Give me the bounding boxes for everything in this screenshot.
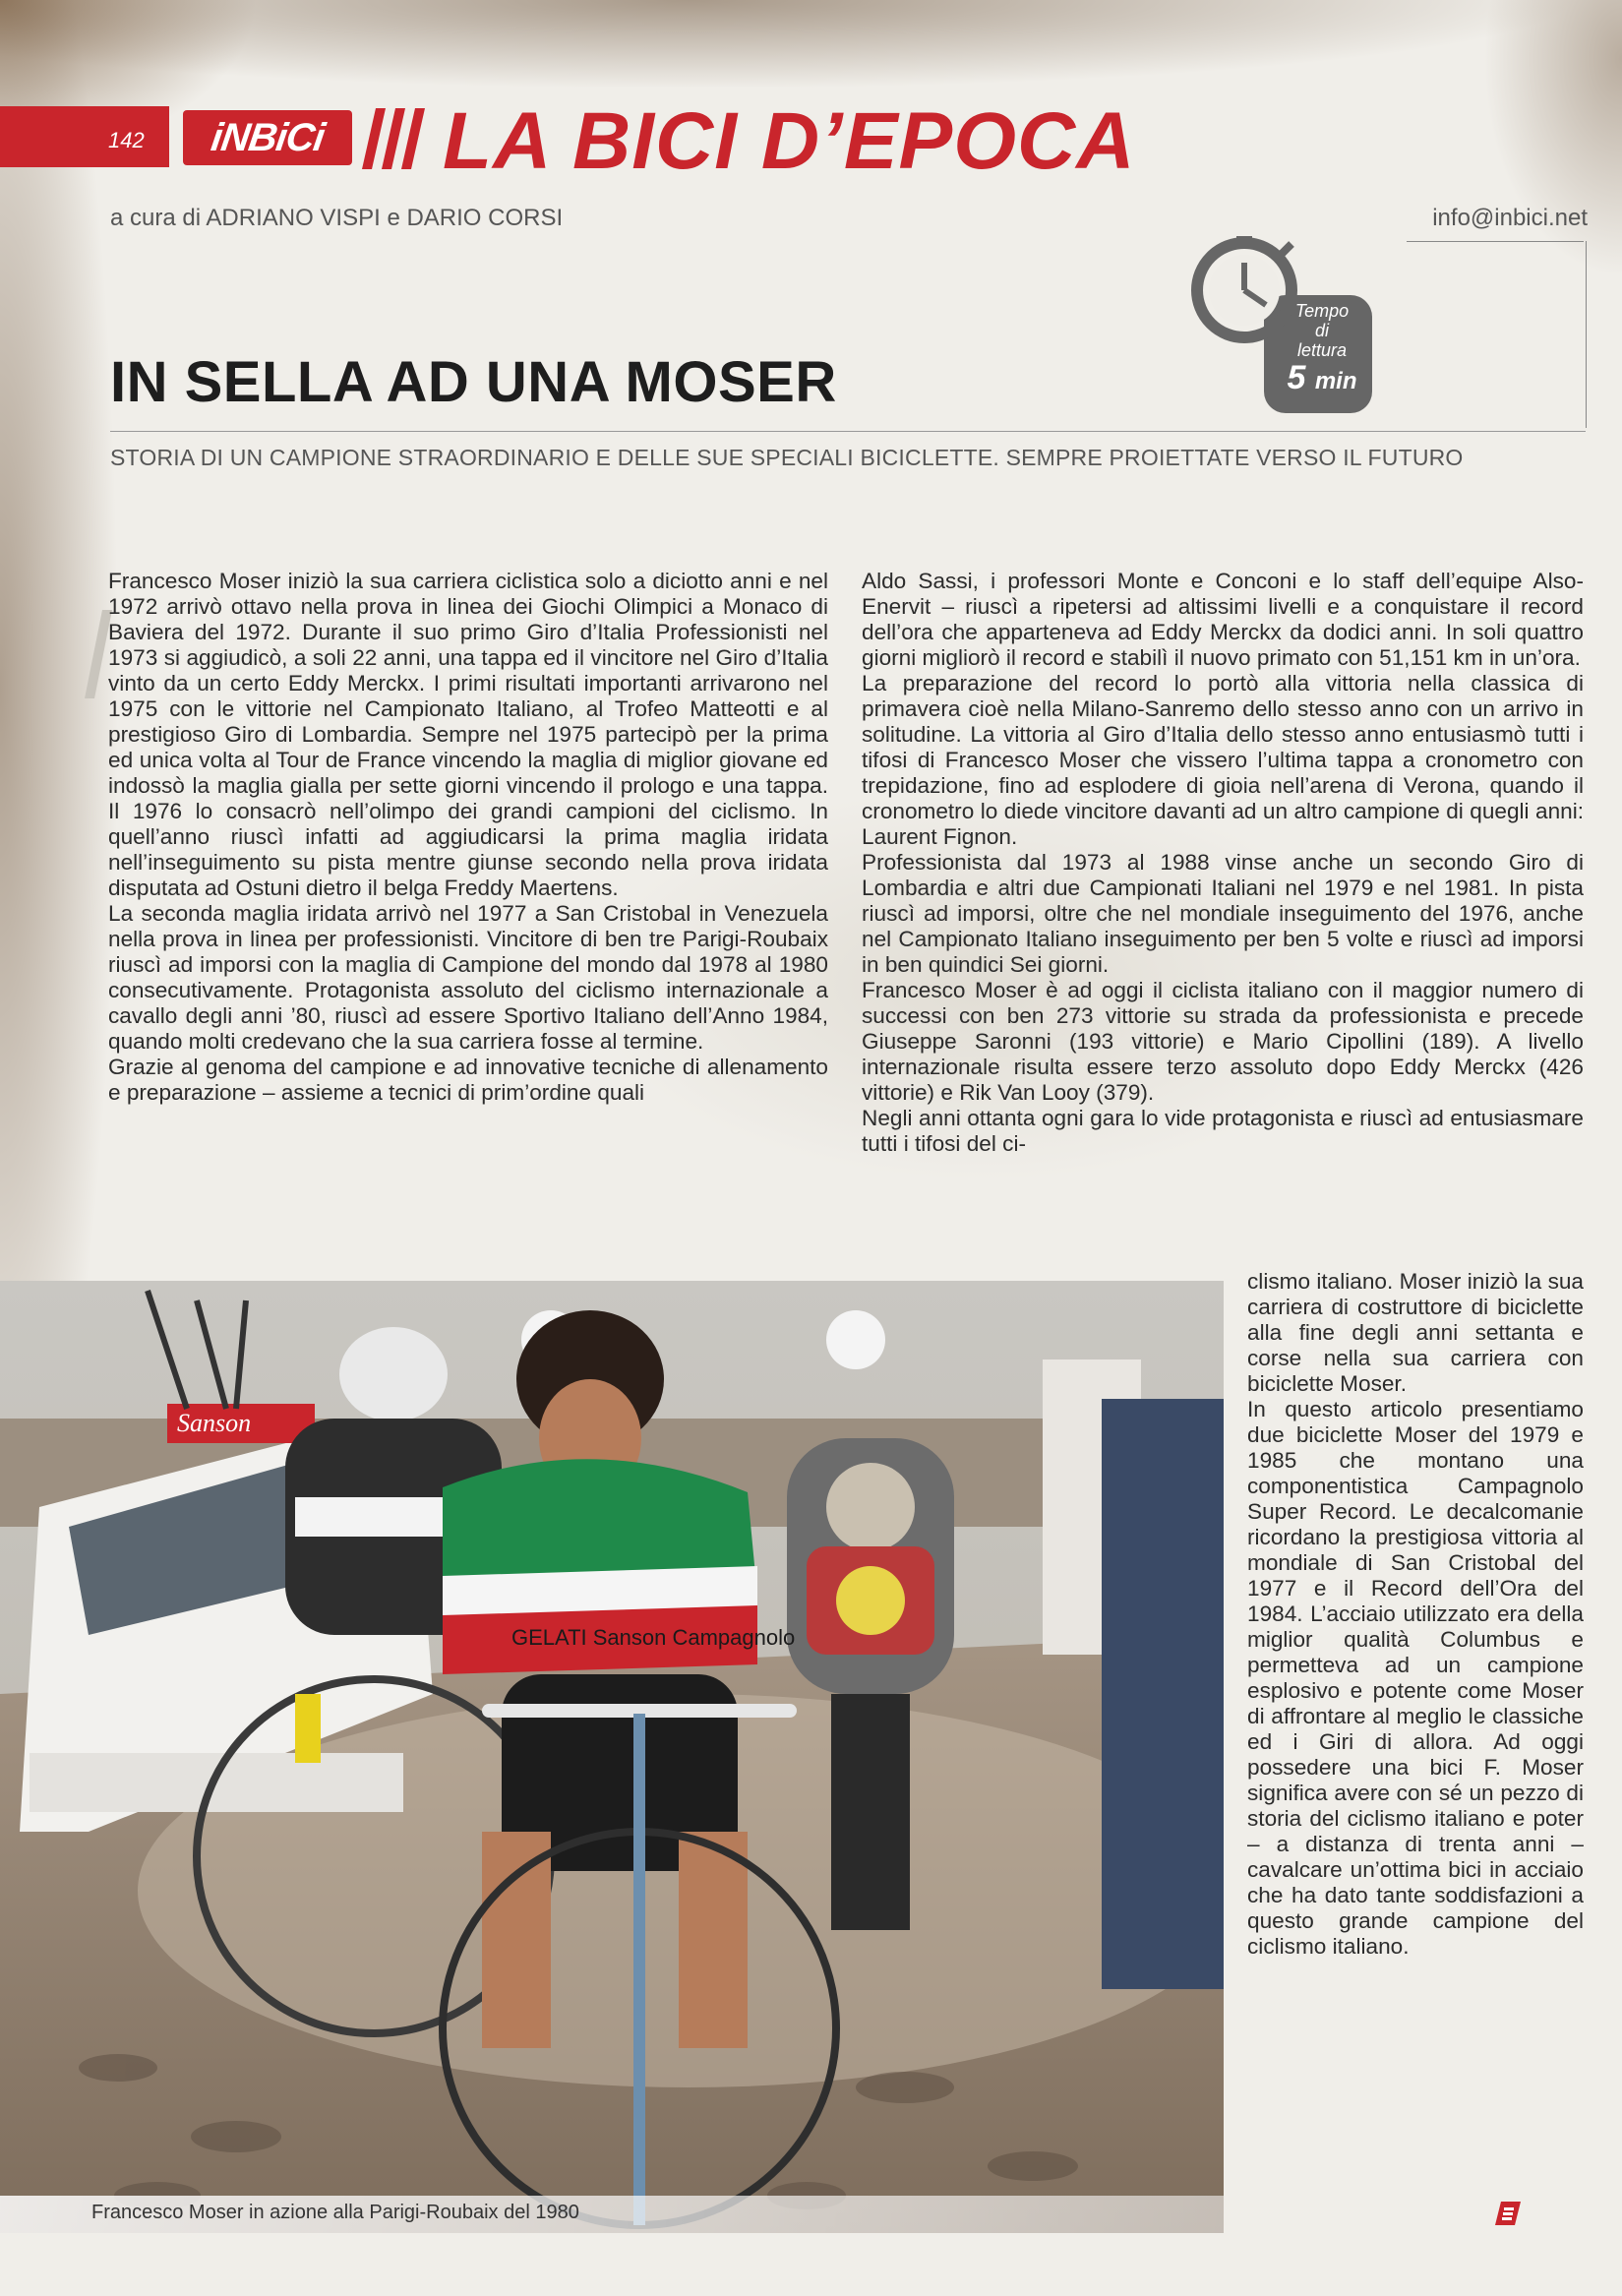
paragraph: clismo italiano. Moser iniziò la sua carriera di costruttore di biciclette alla fine degli anni settanta e corse nella sua carriera con biciclette Moser. xyxy=(1247,1269,1584,1396)
paragraph: Professionista dal 1973 al 1988 vinse anche un secondo Giro di Lombardia e altri due Campionati Italiani nel 1979 e nel 1981. In pista riuscì ad imporsi, oltre che nel mondiale inseguimento del 1976, anche nel Campionato Italiano inseguimento per ben 5 volte e riuscì ad imporsi in ben quindici Sei giorni. xyxy=(862,850,1584,977)
header-rule xyxy=(1407,241,1584,242)
article-headline: IN SELLA AD UNA MOSER xyxy=(110,350,837,414)
timer-label-2: di xyxy=(1314,321,1329,340)
byline: a cura di ADRIANO VISPI e DARIO CORSI xyxy=(110,205,564,231)
article-column-left xyxy=(108,569,828,1106)
logo-text: iNBiCi xyxy=(208,115,328,159)
race-photo xyxy=(0,1281,1224,2233)
paragraph: La seconda maglia iridata arrivò nel 1977 a San Cristobal in Venezuela nella prova in linea per professionisti. Vincitore di ben tre Parigi-Roubaix riuscì ad imporsi con la maglia di Campione del mondo dal 1978 al 1980 consecutivamente. Protagonista assoluto del ciclismo internazionale a cavallo degli anni ’80, riuscì ad essere Sportivo Italiano dell’Anno 1984, quando molti credevano che la sua carriera fosse al termine. xyxy=(108,901,828,1054)
paragraph: Francesco Moser iniziò la sua carriera ciclistica solo a diciotto anni e nel 1972 arrivò ottavo nella prova in linea dei Giochi Olimpici a Monaco di Baviera del 1972. Durante il suo primo Giro d’Italia Professionisti nel 1973 si aggiudicò, a soli 22 anni, una tappa ed il vincitore nel Giro d’Italia vinto da un certo Eddy Merckx. I primi risultati importanti arrivarono nel 1975 con le vittorie nel Campionato Italiano, al Trofeo Matteotti e al prestigioso Giro di Lombardia. Sempre nel 1975 partecipò per la prima ed unica volta al Tour de France vincendo la maglia di miglior giovane ed indossò la maglia gialla per sette giorni vincendo il prologo e una tappa. Il 1976 lo consacrò nell’olimpo dei grandi campioni del ciclismo. In quell’anno riuscì infatti ad aggiudicarsi la prima maglia iridata nell’inseguimento su pista mentre giunse secondo nella prova iridata disputata ad Ostuni dietro il belga Freddy Maertens. xyxy=(108,569,828,900)
timer-number: 5 xyxy=(1287,359,1306,396)
section-title: LA BICI D’EPOCA xyxy=(443,96,1136,186)
article-subhead: STORIA DI UN CAMPIONE STRAORDINARIO E DELLE SUE SPECIALI BICICLETTE. SEMPRE PROIETTATE VERSO IL FUTURO xyxy=(110,445,1464,470)
inbici-logo xyxy=(183,110,352,165)
paragraph: Grazie al genoma del campione e ad innovative tecniche di allenamento e preparazione – assieme a tecnici di prim’ordine quali xyxy=(108,1055,828,1105)
timer-label-1: Tempo xyxy=(1294,301,1350,321)
timer-value xyxy=(1279,360,1365,399)
car-sponsor-text: Sanson xyxy=(177,1409,252,1437)
paragraph: Aldo Sassi, i professori Monte e Conconi e lo staff dell’equipe Also-Enervit – riuscì a ripetersi ad altissimi livelli e a conquistare il record dell’ora che apparteneva ad Eddy Merckx da dodici anni. In soli quattro giorni migliorò il record e stabilì il nuovo primato con 51,151 km in un’ora. xyxy=(862,569,1584,670)
paragraph: La preparazione del record lo portò alla vittoria nella classica di primavera cioè nella Milano-Sanremo dello stesso anno con un arrivo in solitudine. La vittoria al Giro d’Italia dello stesso anno entusiasmò tutti i tifosi di Francesco Moser che vissero l’ultima tappa a cronometro con trepidazione, fino ad esplodere di gioia nell’arena di Verona, quando il cronometro lo diede vincitore davanti ad un altro campione di quegli anni: Laurent Fignon. xyxy=(862,671,1584,849)
reading-time xyxy=(1279,301,1365,399)
paragraph: Negli anni ottanta ogni gara lo vide protagonista e riuscì ad entusiasmare tutti i tifosi del ci- xyxy=(862,1106,1584,1156)
header-vertical-rule xyxy=(1586,241,1587,428)
photo-caption: Francesco Moser in azione alla Parigi-Roubaix del 1980 xyxy=(91,2202,579,2223)
timer-label-3: lettura xyxy=(1296,340,1348,360)
paragraph: In questo articolo presentiamo due biciclette Moser del 1979 e 1985 che montano una componentistica Campagnolo Super Record. Le decalcomanie ricordano la prestigiosa vittoria al mondiale di San Cristobal del 1977 e il Record dell’Ora del 1984. L’acciaio utilizzato era della miglior qualità Columbus e permetteva ad un campione esplosivo e potente come Moser di affrontare al meglio le classiche ed i Giri di allora. Ad oggi possedere una bici F. Moser significa avere con sé un pezzo di storia del ciclismo italiano e poter – a distanza di trenta anni – cavalcare un’ottima bici in acciaio che ha dato tante soddisfazioni a questo grande campione del ciclismo italiano. xyxy=(1247,1397,1584,1959)
article-column-right xyxy=(862,569,1584,1157)
timer-unit: min xyxy=(1314,368,1357,394)
slashes-decoration xyxy=(362,108,431,169)
jersey-text: GELATI Sanson Campagnolo xyxy=(511,1625,796,1650)
article-column-narrow xyxy=(1247,1269,1584,1960)
page-number: 142 xyxy=(108,128,145,152)
email-link[interactable]: info@inbici.net xyxy=(1432,205,1588,231)
subhead-rule xyxy=(110,431,1586,432)
end-of-article-icon xyxy=(1495,2202,1521,2225)
paragraph: Francesco Moser è ad oggi il ciclista italiano con il maggior numero di successi con ben 273 vittorie su strada da professionista e precede Giuseppe Saronni (193 vittorie) e Mario Cipollini (189). A livello internazionale risulta essere terzo assoluto dopo Eddy Merckx (426 vittorie) e Rik Van Looy (379). xyxy=(862,978,1584,1105)
